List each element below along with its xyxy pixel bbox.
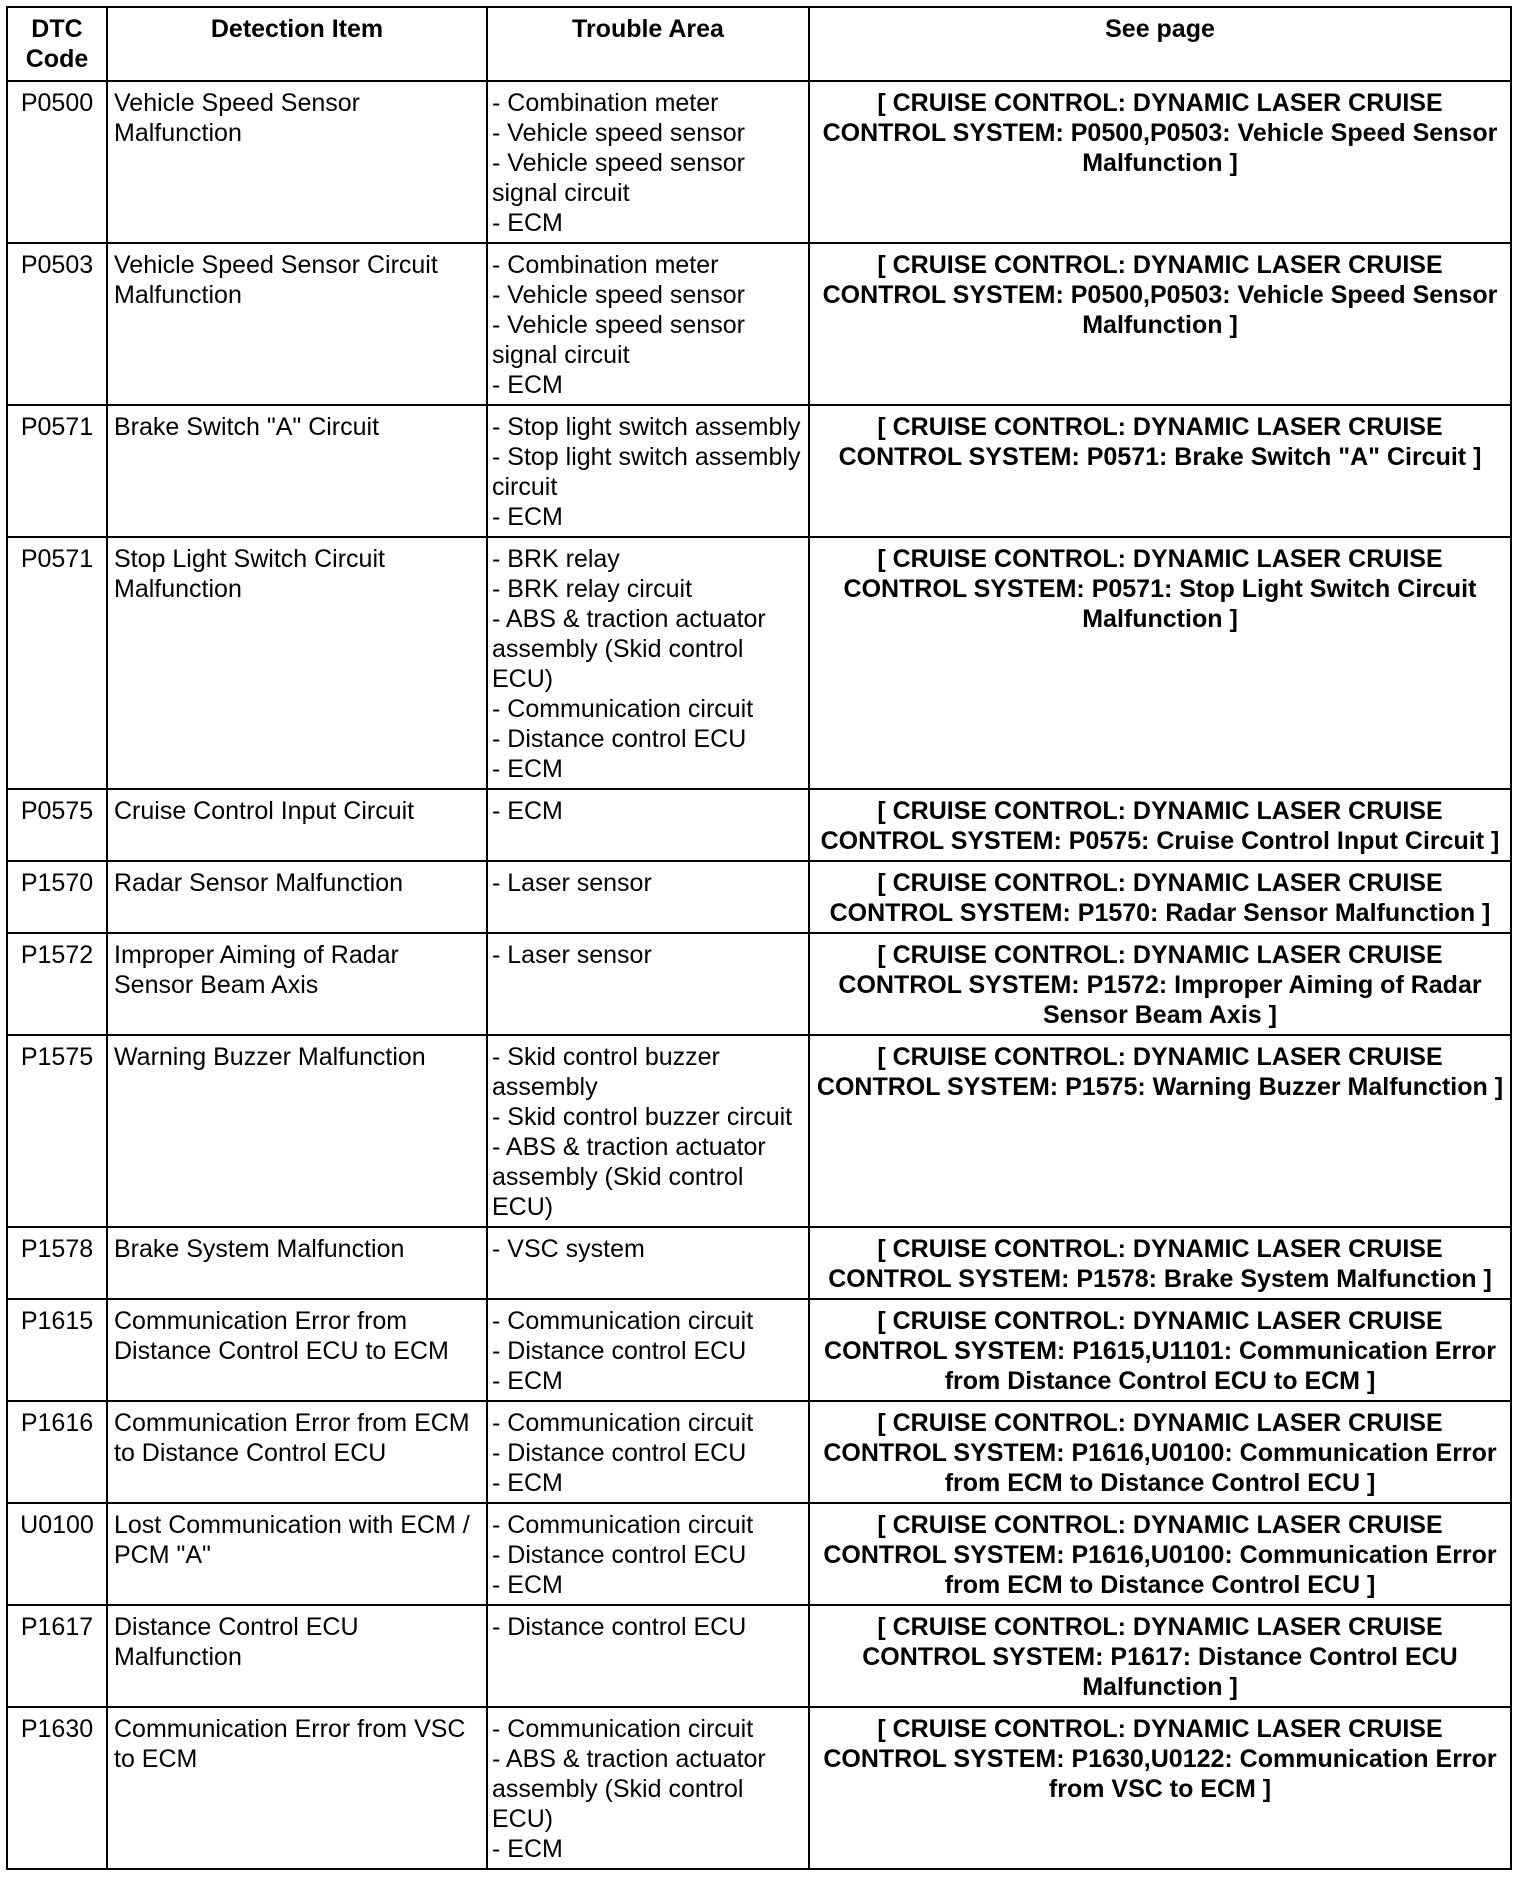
dtc-code-cell: P1575 [7, 1035, 107, 1227]
trouble-area-line: - Communication circuit [492, 1409, 754, 1437]
detection-item-cell: Improper Aiming of Radar Sensor Beam Axis [107, 933, 487, 1035]
detection-item-cell: Warning Buzzer Malfunction [107, 1035, 487, 1227]
dtc-code-cell: P1615 [7, 1299, 107, 1401]
trouble-area-line: - ECM [492, 209, 563, 237]
trouble-area-line: - Skid control buzzer circuit [492, 1103, 793, 1131]
detection-item-cell: Communication Error from VSC to ECM [107, 1707, 487, 1869]
dtc-code-cell: P0571 [7, 405, 107, 537]
trouble-area-cell [487, 1503, 809, 1605]
trouble-area-line: - Stop light switch assembly circuit [492, 443, 801, 501]
detection-item-cell: Stop Light Switch Circuit Malfunction [107, 537, 487, 789]
header-trouble-area: Trouble Area [487, 7, 809, 81]
trouble-area-line: - BRK relay [492, 545, 620, 573]
trouble-area-cell [487, 861, 809, 933]
dtc-table-body [7, 81, 1511, 1869]
detection-item-cell: Brake Switch "A" Circuit [107, 405, 487, 537]
trouble-area-line: - Skid control buzzer assembly [492, 1043, 720, 1101]
table-row [7, 1035, 1511, 1227]
trouble-area-line: - VSC system [492, 1235, 645, 1263]
trouble-area-cell [487, 537, 809, 789]
see-page-link[interactable]: [ CRUISE CONTROL: DYNAMIC LASER CRUISE CONTROL SYSTEM: P0575: Cruise Control Input Circuit ] [809, 789, 1511, 861]
trouble-area-line: - Distance control ECU [492, 1613, 747, 1641]
detection-item-cell: Brake System Malfunction [107, 1227, 487, 1299]
trouble-area-cell [487, 405, 809, 537]
see-page-link[interactable]: [ CRUISE CONTROL: DYNAMIC LASER CRUISE CONTROL SYSTEM: P1615,U1101: Communication Error from Distance Control ECU to ECM ] [809, 1299, 1511, 1401]
trouble-area-line: - Communication circuit [492, 1511, 754, 1539]
table-row [7, 1605, 1511, 1707]
dtc-code-cell: U0100 [7, 1503, 107, 1605]
dtc-code-cell: P0503 [7, 243, 107, 405]
see-page-link[interactable]: [ CRUISE CONTROL: DYNAMIC LASER CRUISE CONTROL SYSTEM: P0571: Stop Light Switch Circuit Malfunction ] [809, 537, 1511, 789]
detection-item-cell: Communication Error from ECM to Distance Control ECU [107, 1401, 487, 1503]
see-page-link[interactable]: [ CRUISE CONTROL: DYNAMIC LASER CRUISE CONTROL SYSTEM: P1616,U0100: Communication Error from ECM to Distance Control ECU ] [809, 1503, 1511, 1605]
trouble-area-cell [487, 933, 809, 1035]
trouble-area-line: - Combination meter [492, 89, 719, 117]
detection-item-cell: Vehicle Speed Sensor Malfunction [107, 81, 487, 243]
trouble-area-cell [487, 81, 809, 243]
table-row [7, 1299, 1511, 1401]
trouble-area-line: - Vehicle speed sensor signal circuit [492, 311, 745, 369]
header-row [7, 7, 1511, 81]
trouble-area-line: - Combination meter [492, 251, 719, 279]
trouble-area-line: - Vehicle speed sensor [492, 119, 745, 147]
dtc-code-cell: P1617 [7, 1605, 107, 1707]
dtc-table [6, 6, 1512, 1870]
trouble-area-cell [487, 1227, 809, 1299]
trouble-area-line: - Distance control ECU [492, 725, 747, 753]
header-see-page: See page [809, 7, 1511, 81]
see-page-link[interactable]: [ CRUISE CONTROL: DYNAMIC LASER CRUISE CONTROL SYSTEM: P1575: Warning Buzzer Malfunction ] [809, 1035, 1511, 1227]
table-row [7, 405, 1511, 537]
trouble-area-line: - Communication circuit [492, 1307, 754, 1335]
dtc-code-cell: P1572 [7, 933, 107, 1035]
trouble-area-line: - ECM [492, 797, 563, 825]
table-row [7, 1707, 1511, 1869]
trouble-area-line: - ECM [492, 371, 563, 399]
see-page-link[interactable]: [ CRUISE CONTROL: DYNAMIC LASER CRUISE CONTROL SYSTEM: P1570: Radar Sensor Malfunction ] [809, 861, 1511, 933]
trouble-area-line: - Laser sensor [492, 869, 652, 897]
see-page-link[interactable]: [ CRUISE CONTROL: DYNAMIC LASER CRUISE CONTROL SYSTEM: P1630,U0122: Communication Error from VSC to ECM ] [809, 1707, 1511, 1869]
dtc-table-wrapper [6, 6, 1512, 1870]
trouble-area-cell [487, 1605, 809, 1707]
trouble-area-cell [487, 1401, 809, 1503]
dtc-table-header [7, 7, 1511, 81]
trouble-area-line: - ECM [492, 503, 563, 531]
see-page-link[interactable]: [ CRUISE CONTROL: DYNAMIC LASER CRUISE CONTROL SYSTEM: P0571: Brake Switch "A" Circuit ] [809, 405, 1511, 537]
trouble-area-line: - Distance control ECU [492, 1337, 747, 1365]
detection-item-cell: Distance Control ECU Malfunction [107, 1605, 487, 1707]
see-page-link[interactable]: [ CRUISE CONTROL: DYNAMIC LASER CRUISE CONTROL SYSTEM: P1578: Brake System Malfunction ] [809, 1227, 1511, 1299]
trouble-area-line: - Laser sensor [492, 941, 652, 969]
see-page-link[interactable]: [ CRUISE CONTROL: DYNAMIC LASER CRUISE CONTROL SYSTEM: P1616,U0100: Communication Error from ECM to Distance Control ECU ] [809, 1401, 1511, 1503]
table-row [7, 1227, 1511, 1299]
header-detection-item: Detection Item [107, 7, 487, 81]
table-row [7, 1401, 1511, 1503]
table-row [7, 933, 1511, 1035]
dtc-code-cell: P1630 [7, 1707, 107, 1869]
trouble-area-line: - ECM [492, 1571, 563, 1599]
detection-item-cell: Communication Error from Distance Control ECU to ECM [107, 1299, 487, 1401]
trouble-area-line: - Communication circuit [492, 695, 754, 723]
detection-item-cell: Lost Communication with ECM / PCM "A" [107, 1503, 487, 1605]
trouble-area-line: - Distance control ECU [492, 1541, 747, 1569]
detection-item-cell: Cruise Control Input Circuit [107, 789, 487, 861]
detection-item-cell: Vehicle Speed Sensor Circuit Malfunction [107, 243, 487, 405]
table-row [7, 861, 1511, 933]
trouble-area-cell [487, 1707, 809, 1869]
trouble-area-line: - ABS & traction actuator assembly (Skid control ECU) [492, 1745, 766, 1833]
table-row [7, 1503, 1511, 1605]
trouble-area-cell [487, 243, 809, 405]
see-page-link[interactable]: [ CRUISE CONTROL: DYNAMIC LASER CRUISE CONTROL SYSTEM: P1617: Distance Control ECU Malfunction ] [809, 1605, 1511, 1707]
trouble-area-line: - ECM [492, 1469, 563, 1497]
dtc-code-cell: P1578 [7, 1227, 107, 1299]
table-row [7, 243, 1511, 405]
trouble-area-line: - ABS & traction actuator assembly (Skid control ECU) [492, 605, 766, 693]
trouble-area-line: - Vehicle speed sensor signal circuit [492, 149, 745, 207]
table-row [7, 81, 1511, 243]
trouble-area-line: - Vehicle speed sensor [492, 281, 745, 309]
trouble-area-line: - Stop light switch assembly [492, 413, 801, 441]
dtc-code-cell: P1616 [7, 1401, 107, 1503]
detection-item-cell: Radar Sensor Malfunction [107, 861, 487, 933]
header-dtc-code: DTC Code [7, 7, 107, 81]
see-page-link[interactable]: [ CRUISE CONTROL: DYNAMIC LASER CRUISE CONTROL SYSTEM: P0500,P0503: Vehicle Speed Sensor Malfunction ] [809, 81, 1511, 243]
trouble-area-cell [487, 789, 809, 861]
table-row [7, 789, 1511, 861]
trouble-area-cell [487, 1035, 809, 1227]
trouble-area-line: - ECM [492, 1835, 563, 1863]
trouble-area-cell [487, 1299, 809, 1401]
trouble-area-line: - ECM [492, 755, 563, 783]
trouble-area-line: - BRK relay circuit [492, 575, 693, 603]
trouble-area-line: - Distance control ECU [492, 1439, 747, 1467]
trouble-area-line: - Communication circuit [492, 1715, 754, 1743]
dtc-code-cell: P0571 [7, 537, 107, 789]
see-page-link[interactable]: [ CRUISE CONTROL: DYNAMIC LASER CRUISE CONTROL SYSTEM: P0500,P0503: Vehicle Speed Sensor Malfunction ] [809, 243, 1511, 405]
trouble-area-line: - ECM [492, 1367, 563, 1395]
dtc-code-cell: P0575 [7, 789, 107, 861]
trouble-area-line: - ABS & traction actuator assembly (Skid control ECU) [492, 1133, 766, 1221]
table-row [7, 537, 1511, 789]
see-page-link[interactable]: [ CRUISE CONTROL: DYNAMIC LASER CRUISE CONTROL SYSTEM: P1572: Improper Aiming of Radar Sensor Beam Axis ] [809, 933, 1511, 1035]
dtc-code-cell: P0500 [7, 81, 107, 243]
dtc-code-cell: P1570 [7, 861, 107, 933]
